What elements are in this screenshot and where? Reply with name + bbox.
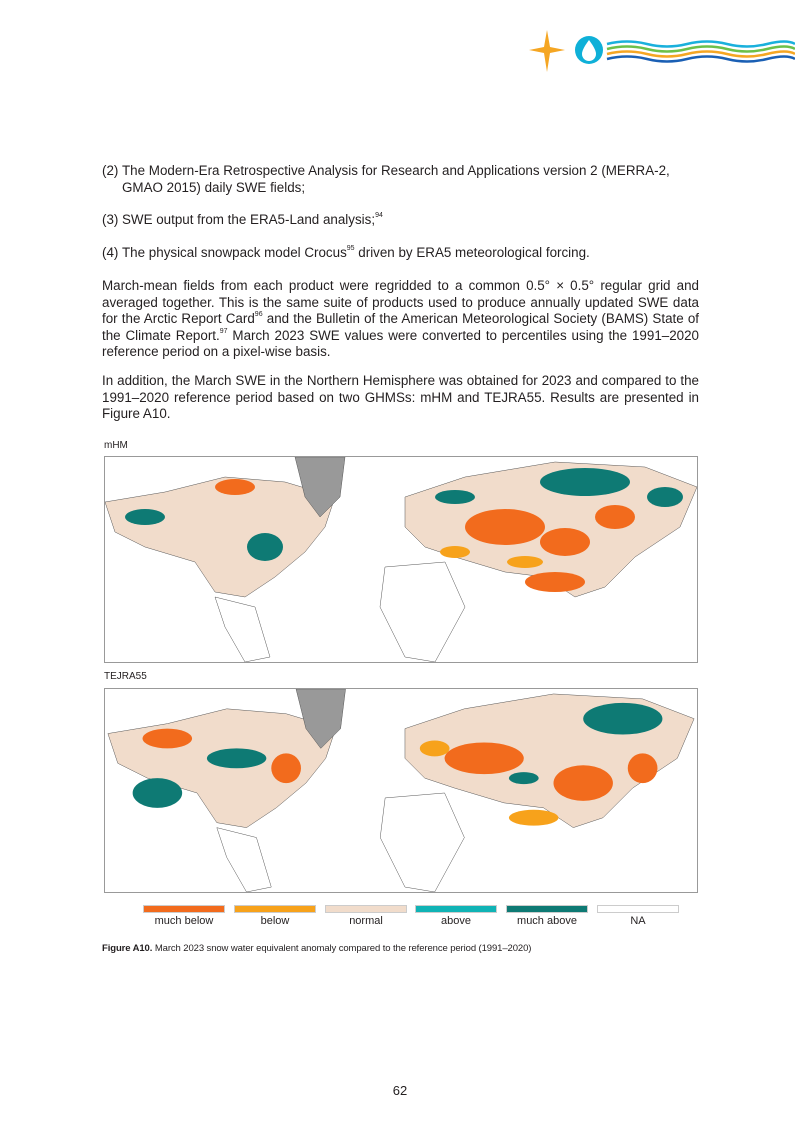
legend-swatch bbox=[415, 905, 497, 913]
legend-item: much below bbox=[143, 905, 225, 927]
list-item: (2) The Modern-Era Retrospective Analysis for Research and Applications version 2 (MERRA-2, GMAO 2015) daily SWE fields; bbox=[102, 163, 670, 195]
map-mhm bbox=[104, 456, 698, 663]
map-tejra55 bbox=[104, 688, 698, 893]
legend-swatch bbox=[506, 905, 588, 913]
paragraph: March-mean fields from each product were regridded to a common 0.5° × 0.5° regular grid and averaged together. This is the same suite of products used to produce annually updated SWE data for the Arctic Report Card$^{96}$ and the Bulletin of the American Meteorological Society (BAMS) State of the Climate Report.$^{97}$ March 2023 SWE values were converted to percentiles using the 1991–2020 reference period on a pixel-wise basis. bbox=[102, 278, 700, 359]
legend-swatch bbox=[325, 905, 407, 913]
list-item: (3) SWE output from the ERA5-Land analysis;$^{94}$ bbox=[102, 212, 383, 227]
list-item: (4) The physical snowpack model Crocus$^{95}$ driven by ERA5 meteorological forcing. bbox=[102, 245, 590, 260]
legend-item: much above bbox=[506, 905, 588, 927]
legend-item: above bbox=[415, 905, 497, 927]
map-label-mhm: mHM bbox=[104, 440, 128, 451]
legend-item: NA bbox=[597, 905, 679, 927]
page-number: 62 bbox=[392, 1083, 408, 1098]
report-logo bbox=[525, 28, 795, 74]
legend-swatch bbox=[143, 905, 225, 913]
compass-star-icon bbox=[529, 30, 565, 72]
figure-caption: Figure A10. March 2023 snow water equivalent anomaly compared to the reference period (1991–2020) bbox=[102, 943, 532, 954]
map-label-tejra55: TEJRA55 bbox=[104, 671, 147, 682]
legend-item: normal bbox=[325, 905, 407, 927]
wave-lines-icon bbox=[607, 42, 795, 62]
legend-swatch bbox=[234, 905, 316, 913]
legend-swatch bbox=[597, 905, 679, 913]
paragraph: In addition, the March SWE in the Northern Hemisphere was obtained for 2023 and compared to the 1991–2020 reference period based on two GHMSs: mHM and TEJRA55. Results are presented in Figure A10. bbox=[102, 373, 699, 421]
legend-item: below bbox=[234, 905, 316, 927]
